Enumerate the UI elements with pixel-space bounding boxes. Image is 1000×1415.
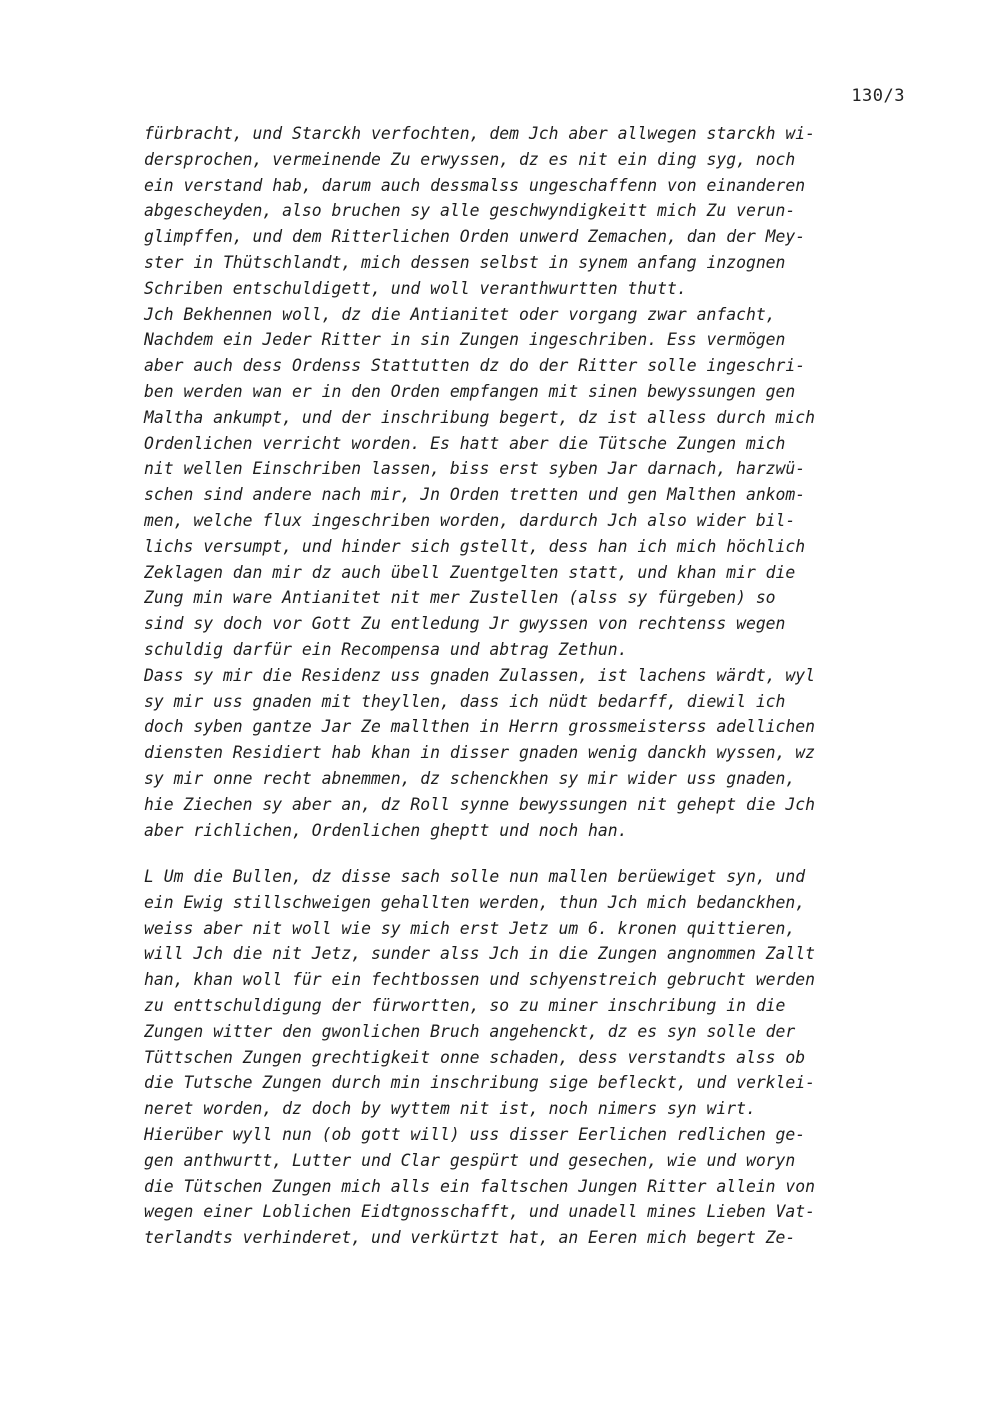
text-line: weiss aber nit woll wie sy mich erst Jetz um 6. kronen quittieren, xyxy=(144,918,796,938)
text-line: glimpffen, und dem Ritterlichen Orden unwerd Zemachen, dan der Mey- xyxy=(144,227,806,247)
text-line: gen anthwurtt, Lutter und Clar gespürt und gesechen, wie und woryn xyxy=(144,1150,796,1170)
text-line: dersprochen, vermeinende Zu erwyssen, dz es nit ein ding syg, noch xyxy=(144,149,796,169)
text-line: ein Ewig stillschweigen gehallten werden, thun Jch mich bedanckhen, xyxy=(144,892,806,912)
text-line: sy mir onne recht abnemmen, dz schenckhen sy mir wider uss gnaden, xyxy=(144,768,796,788)
text-line: neret worden, dz doch by wyttem nit ist, noch nimers syn wirt. xyxy=(144,1099,756,1119)
text-block-1 xyxy=(144,121,904,843)
text-line: aber richlichen, Ordenlichen gheptt und noch han. xyxy=(144,820,628,840)
text-line: schuldig darfür ein Recompensa und abtrag Zethun. xyxy=(144,639,628,659)
text-line: doch syben gantze Jar Ze mallthen in Herrn grossmeisterss adellichen xyxy=(144,717,816,737)
text-line: Schriben entschuldigett, und woll veranthwurtten thutt. xyxy=(144,278,687,298)
text-line: diensten Residiert hab khan in disser gnaden wenig danckh wyssen, wz xyxy=(144,743,816,763)
text-line: Ordenlichen verricht worden. Es hatt aber die Tütsche Zungen mich xyxy=(144,433,786,453)
text-line: Hierüber wyll nun (ob gott will) uss disser Eerlichen redlichen ge- xyxy=(144,1124,806,1144)
text-line: Zeklagen dan mir dz auch übell Zuentgelten statt, und khan mir die xyxy=(144,562,796,582)
text-line: Zungen witter den gwonlichen Bruch angehenckt, dz es syn solle der xyxy=(144,1021,796,1041)
text-line: abgescheyden, also bruchen sy alle geschwyndigkeitt mich Zu verun- xyxy=(144,201,796,221)
text-line: wegen einer Loblichen Eidtgnosschafft, und unadell mines Lieben Vat- xyxy=(144,1202,816,1222)
text-line: men, welche flux ingeschriben worden, dardurch Jch also wider bil- xyxy=(144,510,796,530)
text-line: Dass sy mir die Residenz uss gnaden Zulassen, ist lachens wärdt, wyl xyxy=(144,665,816,685)
text-line: die Tutsche Zungen durch min inschribung sige befleckt, und verklei- xyxy=(144,1073,816,1093)
text-line: die Tütschen Zungen mich alls ein faltschen Jungen Ritter allein von xyxy=(144,1176,816,1196)
text-line: ster in Thütschlandt, mich dessen selbst in synem anfang inzognen xyxy=(144,252,786,272)
text-line: L Um die Bullen, dz disse sach solle nun mallen berüewiget syn, und xyxy=(144,867,806,886)
text-line: schen sind andere nach mir, Jn Orden tretten und gen Malthen ankom- xyxy=(144,485,806,505)
text-line: han, khan woll für ein fechtbossen und schyenstreich gebrucht werden xyxy=(144,970,816,990)
text-line: sy mir uss gnaden mit theyllen, dass ich nüdt bedarff, diewil ich xyxy=(144,691,786,711)
text-line: Maltha ankumpt, und der inschribung begert, dz ist alless durch mich xyxy=(144,407,816,427)
text-line: ein verstand hab, darum auch dessmalss ungeschaffenn von einanderen xyxy=(144,175,806,195)
text-line: Tüttschen Zungen grechtigkeit onne schaden, dess verstandts alss ob xyxy=(144,1047,806,1067)
text-line: lichs versumpt, und hinder sich gstellt, dess han ich mich höchlich xyxy=(144,536,806,556)
text-line: will Jch die nit Jetz, sunder alss Jch in die Zungen angnommen Zallt xyxy=(144,944,816,964)
text-line: Zung min ware Antianitet nit mer Zustellen (alss sy fürgeben) so xyxy=(144,588,776,608)
text-line: nit wellen Einschriben lassen, biss erst syben Jar darnach, harzwü- xyxy=(144,459,806,479)
text-line: ben werden wan er in den Orden empfangen mit sinen bewyssungen gen xyxy=(144,381,796,401)
text-block-2 xyxy=(144,864,904,1251)
text-line: zu enttschuldigung der fürwortten, so zu miner inschribung in die xyxy=(144,995,786,1015)
text-line: hie Ziechen sy aber an, dz Roll synne bewyssungen nit gehept die Jch xyxy=(144,794,816,814)
page-number: 130/3 xyxy=(851,86,905,106)
text-line: aber auch dess Ordenss Stattutten dz do der Ritter solle ingeschri- xyxy=(144,356,806,376)
text-line: Jch Bekhennen woll, dz die Antianitet oder vorgang zwar anfacht, xyxy=(144,304,776,324)
text-line: fürbracht, und Starckh verfochten, dem Jch aber allwegen starckh wi- xyxy=(144,124,816,143)
text-line: terlandts verhinderet, und verkürtzt hat, an Eeren mich begert Ze- xyxy=(144,1228,796,1248)
text-line: sind sy doch vor Gott Zu entledung Jr gwyssen von rechtenss wegen xyxy=(144,614,786,634)
text-line: Nachdem ein Jeder Ritter in sin Zungen ingeschriben. Ess vermögen xyxy=(144,330,786,350)
